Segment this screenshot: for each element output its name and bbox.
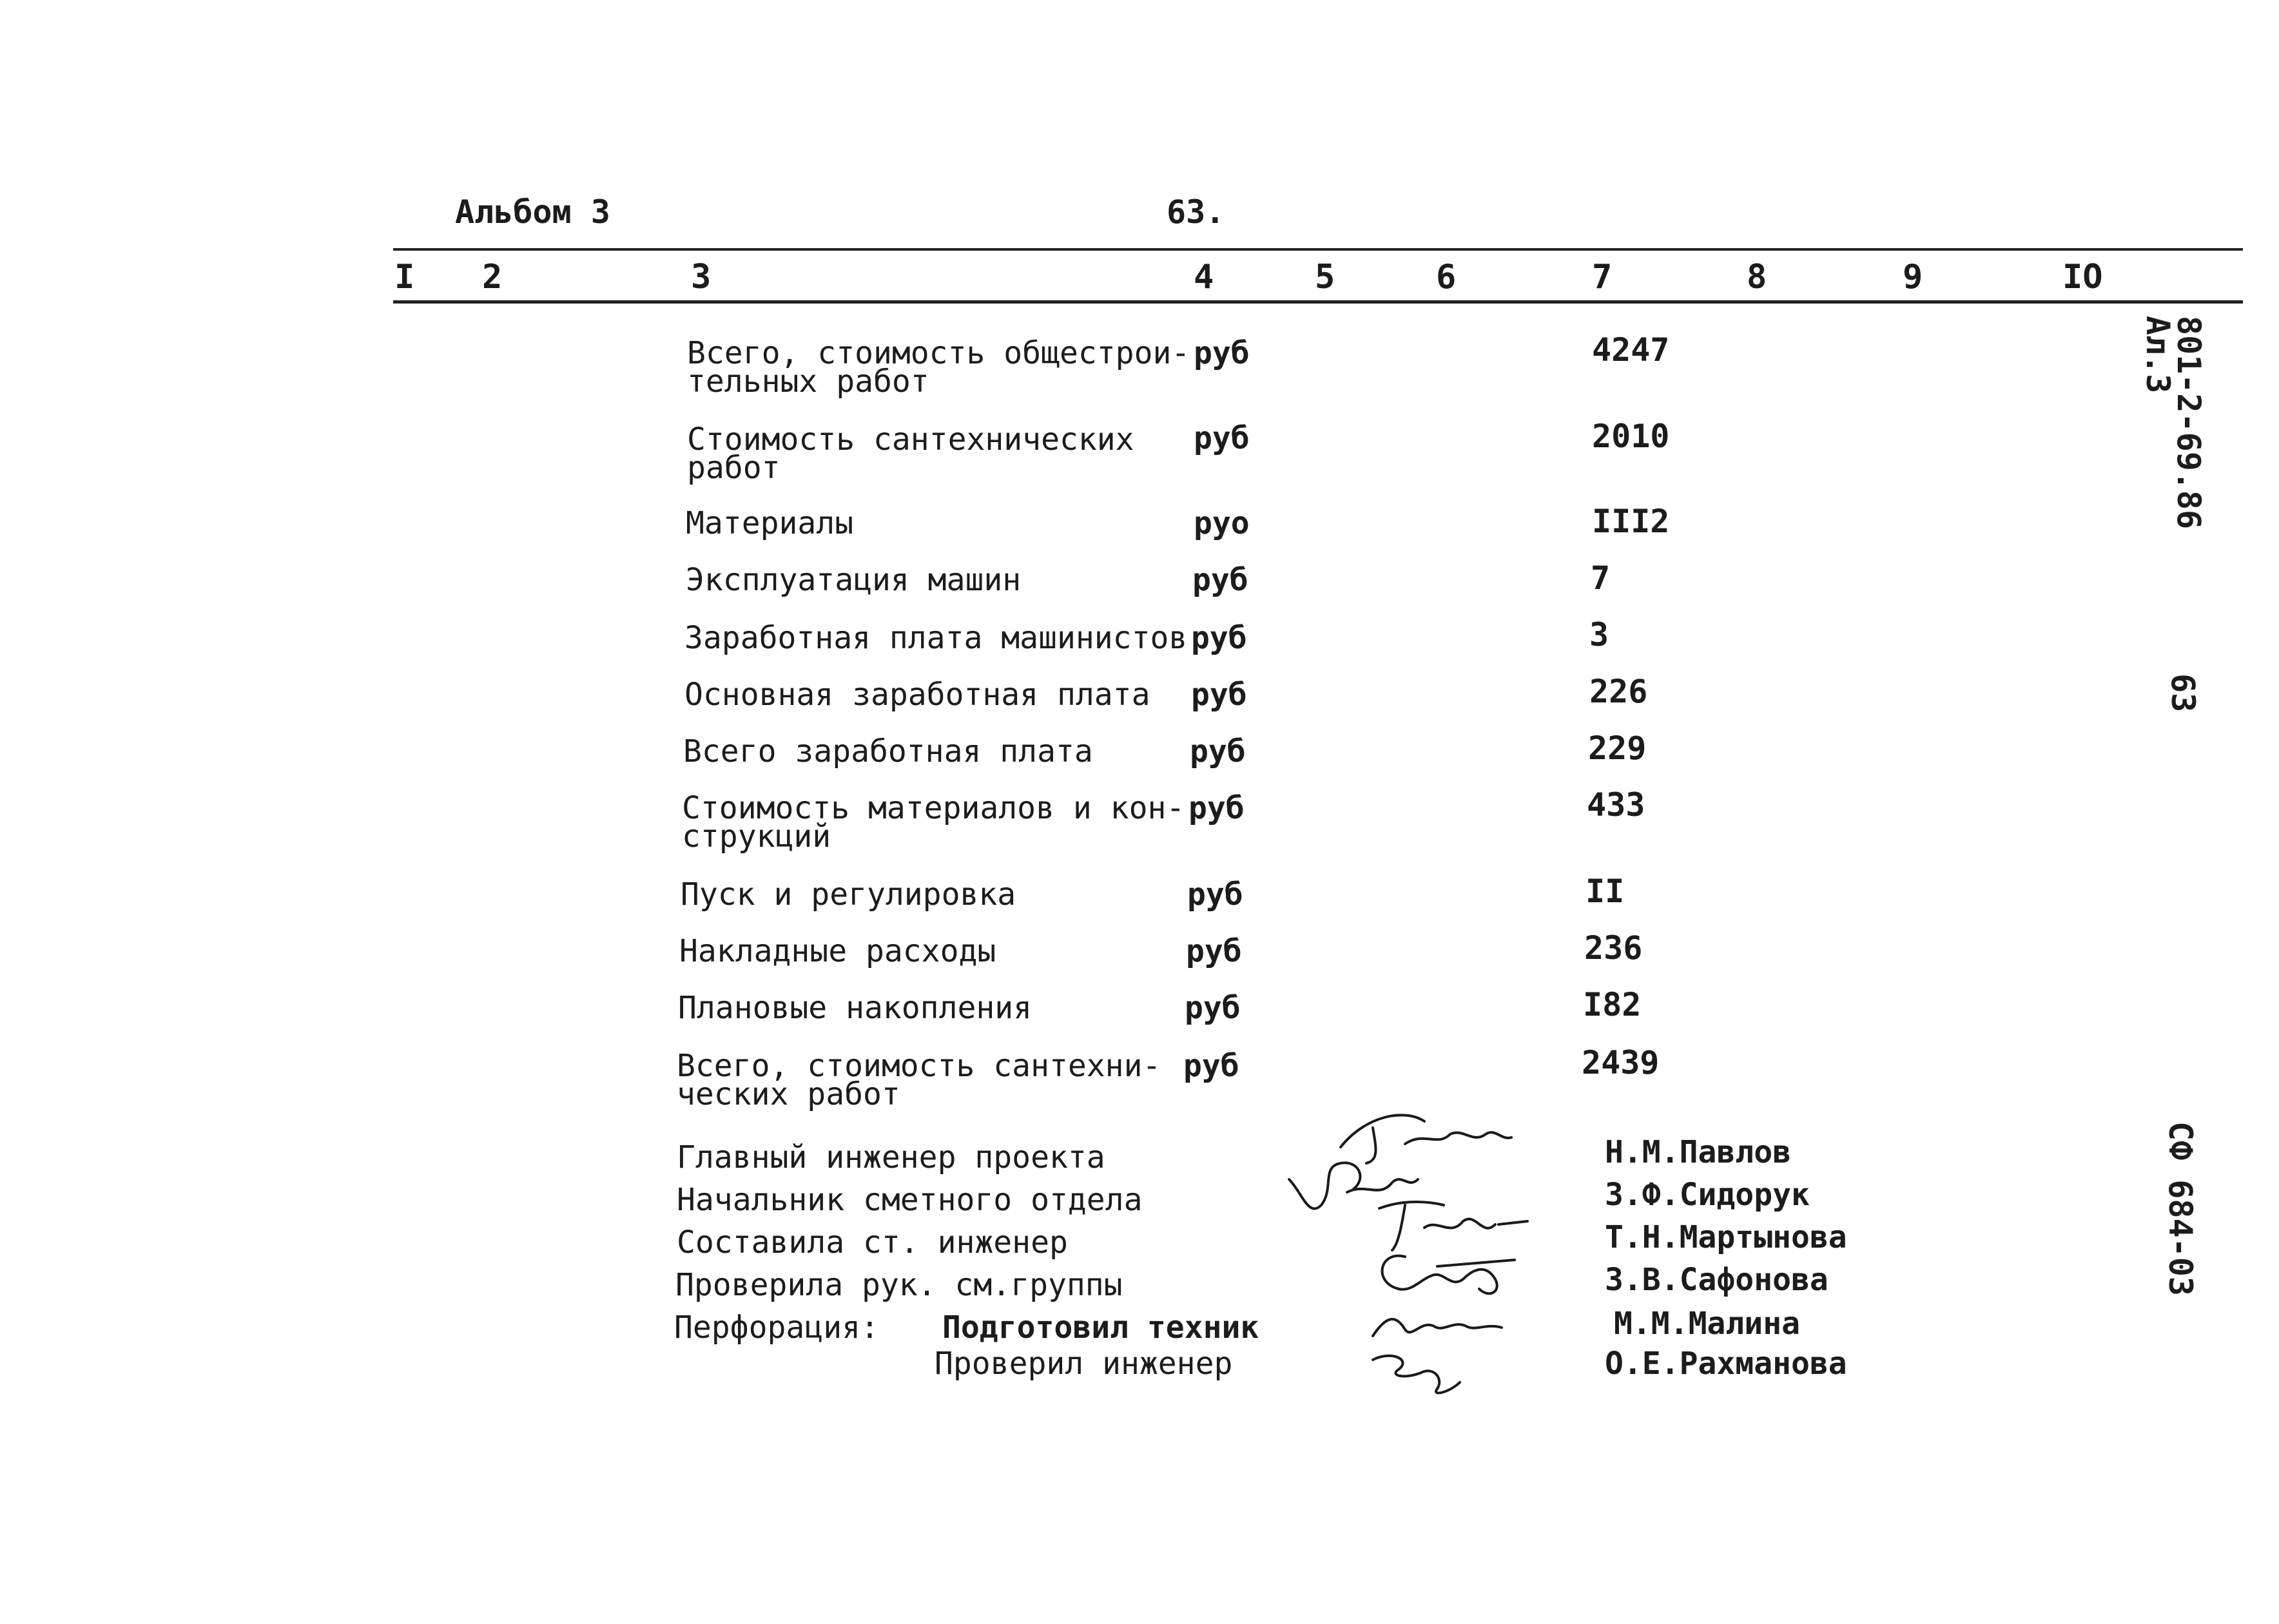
page-number: 63. <box>1167 193 1225 231</box>
row-unit: руб <box>1188 790 1245 826</box>
row-label-cont: струкций <box>682 818 831 855</box>
row-value: 229 <box>1588 730 1647 767</box>
table-top-rule <box>393 248 2243 251</box>
row-label: Стоимость сантехнических <box>687 421 1134 458</box>
row-value: 2439 <box>1582 1044 1660 1081</box>
margin-doc-code-line1: 801-2-69.86 <box>2170 316 2207 530</box>
row-label: Эксплуатация машин <box>686 562 1022 598</box>
column-header: 8 <box>1747 258 1767 296</box>
row-label: Всего заработная плата <box>683 733 1093 769</box>
row-value: 433 <box>1587 786 1645 824</box>
estimate-head-name: З.Ф.Сидорук <box>1605 1177 1810 1213</box>
row-value: 7 <box>1591 559 1611 597</box>
row-unit: руб <box>1194 420 1250 456</box>
column-header: 9 <box>1903 258 1923 296</box>
row-value: II <box>1586 873 1625 910</box>
estimate-head-role: Начальник сметного отдела <box>677 1182 1143 1218</box>
verified-by-role: Проверил инженер <box>935 1346 1233 1382</box>
column-header: 4 <box>1194 258 1214 296</box>
row-label: Материалы <box>686 505 854 541</box>
chief-engineer-name: Н.М.Павлов <box>1605 1134 1791 1170</box>
row-value: 236 <box>1584 929 1643 967</box>
row-value: 3 <box>1589 616 1609 653</box>
column-header: 3 <box>691 258 712 296</box>
row-value: 226 <box>1589 673 1648 710</box>
margin-page-number: 63 <box>2164 673 2202 713</box>
row-label: Пуск и регулировка <box>681 876 1016 913</box>
margin-doc-code-line2: Ал.3 <box>2139 316 2177 394</box>
perforation-label: Перфорация: <box>674 1310 879 1346</box>
row-label: Основная заработная плата <box>684 677 1150 713</box>
album-label: Альбом 3 <box>455 193 610 231</box>
prepared-by-role: Подготовил техник <box>942 1310 1259 1346</box>
row-value: I82 <box>1583 986 1642 1023</box>
compiled-by-role: Составила ст. инженер <box>677 1224 1068 1261</box>
row-label: Всего, стоимость сантехни- <box>677 1048 1161 1084</box>
row-unit: руб <box>1185 990 1241 1026</box>
signature-prepared <box>1366 1307 1508 1346</box>
chief-engineer-role: Главный инженер проекта <box>677 1139 1105 1175</box>
row-unit: руб <box>1191 677 1247 713</box>
margin-doc-code <box>2139 316 2207 530</box>
compiled-by-name: Т.Н.Мартынова <box>1605 1219 1847 1255</box>
row-value: 4247 <box>1592 331 1670 369</box>
row-label-cont: работ <box>687 450 781 486</box>
row-unit: руб <box>1191 620 1247 656</box>
row-unit: руб <box>1187 876 1243 913</box>
row-unit: руб <box>1194 335 1250 371</box>
row-label: Заработная плата машинистов <box>684 620 1188 656</box>
column-header: IO <box>2062 258 2103 296</box>
row-label: Стоимость материалов и кон- <box>682 790 1185 826</box>
margin-stamp-code: СФ 684-03 <box>2162 1121 2199 1296</box>
row-unit: руб <box>1190 733 1246 769</box>
row-unit: руо <box>1194 505 1250 541</box>
checked-by-role: Проверила рук. см.группы <box>675 1267 1123 1303</box>
verified-by-name: О.Е.Рахманова <box>1605 1346 1847 1382</box>
row-unit: руб <box>1186 933 1242 969</box>
prepared-by-name: М.М.Малина <box>1614 1306 1800 1342</box>
column-header: 2 <box>482 258 503 296</box>
column-header: 7 <box>1592 258 1613 296</box>
checked-by-name: З.В.Сафонова <box>1605 1262 1828 1298</box>
row-value: 2010 <box>1592 418 1670 455</box>
row-label: Всего, стоимость общестрои- <box>687 335 1190 371</box>
table-header-bottom-rule <box>393 300 2243 304</box>
column-header: 5 <box>1315 258 1335 296</box>
row-label-cont: тельных работ <box>687 363 929 400</box>
row-label: Плановые накопления <box>678 990 1033 1026</box>
column-header: I <box>394 258 415 296</box>
row-unit: руб <box>1183 1048 1239 1084</box>
column-header: 6 <box>1436 258 1457 296</box>
signature-checked <box>1366 1244 1521 1302</box>
row-unit: руб <box>1192 562 1248 598</box>
signature-verified <box>1366 1347 1469 1398</box>
row-value: III2 <box>1592 503 1670 540</box>
row-label-cont: ческих работ <box>677 1076 900 1112</box>
row-label: Накладные расходы <box>679 933 996 969</box>
